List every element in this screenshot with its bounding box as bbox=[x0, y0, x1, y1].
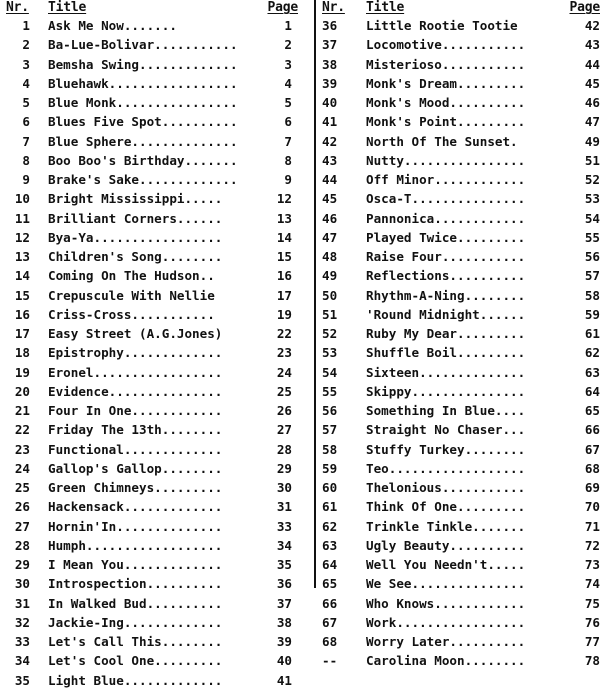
entry-page: 17 bbox=[276, 287, 292, 303]
entry-number: 51 bbox=[322, 306, 338, 322]
entry-title: Ugly Beauty.......... bbox=[366, 537, 526, 553]
entry-title: Straight No Chaser... bbox=[366, 422, 526, 438]
entry-title: Little Rootie Tootie bbox=[366, 18, 518, 33]
list-item bbox=[6, 671, 298, 690]
entry-page: 72 bbox=[584, 537, 600, 553]
entry-page: 14 bbox=[276, 229, 292, 245]
list-item bbox=[322, 574, 600, 593]
entry-title: Four In One............ bbox=[48, 403, 223, 418]
entry-title: Misterioso........... bbox=[366, 56, 526, 72]
entry-title: Skippy............... bbox=[366, 383, 526, 399]
list-item bbox=[322, 74, 600, 93]
entry-title: Well You Needn't..... bbox=[366, 557, 526, 572]
entry-title: Stuffy Turkey........ bbox=[366, 441, 526, 457]
entry-number: 40 bbox=[322, 95, 338, 110]
entry-number: 13 bbox=[14, 249, 30, 264]
entry-number: 52 bbox=[322, 326, 338, 341]
entry-number: 47 bbox=[322, 229, 338, 245]
entry-page: 25 bbox=[276, 383, 292, 399]
left-rows bbox=[6, 16, 298, 690]
entry-page: 61 bbox=[584, 326, 600, 341]
list-item bbox=[322, 305, 600, 324]
list-item bbox=[6, 536, 298, 555]
list-item bbox=[322, 343, 600, 362]
entry-number: 28 bbox=[14, 537, 30, 553]
list-item bbox=[322, 632, 600, 651]
entry-number: 55 bbox=[322, 383, 338, 399]
entry-page: 31 bbox=[276, 499, 292, 515]
entry-number: 25 bbox=[14, 480, 30, 495]
entry-number: 24 bbox=[14, 460, 30, 476]
list-item bbox=[6, 632, 298, 651]
entry-page: 59 bbox=[584, 306, 600, 322]
entry-title: Criss-Cross........... bbox=[48, 306, 215, 322]
list-item bbox=[322, 112, 600, 131]
list-item bbox=[6, 189, 298, 208]
entry-title: Bright Mississippi..... bbox=[48, 191, 223, 207]
list-item bbox=[6, 151, 298, 170]
entry-title: Coming On The Hudson.. bbox=[48, 268, 215, 284]
entry-number: 57 bbox=[322, 422, 338, 438]
entry-number: 61 bbox=[322, 499, 338, 515]
entry-number: 17 bbox=[14, 326, 30, 341]
entry-page: 73 bbox=[584, 557, 600, 572]
entry-title: Work................. bbox=[366, 614, 526, 630]
entry-page: 41 bbox=[276, 672, 292, 688]
entry-number: 39 bbox=[322, 75, 338, 91]
entry-number: 10 bbox=[14, 191, 30, 207]
entry-number: 56 bbox=[322, 403, 338, 418]
entry-number: 19 bbox=[14, 364, 30, 380]
entry-number: 18 bbox=[14, 345, 30, 361]
entry-page: 19 bbox=[276, 306, 292, 322]
entry-number: 31 bbox=[14, 595, 30, 611]
entry-page: 65 bbox=[584, 403, 600, 418]
entry-page: 22 bbox=[276, 326, 292, 341]
list-item bbox=[6, 228, 298, 247]
entry-title: Brake's Sake............. bbox=[48, 172, 238, 187]
entry-page: 53 bbox=[584, 191, 600, 207]
entry-page: 29 bbox=[276, 460, 292, 476]
list-item bbox=[322, 286, 600, 305]
entry-number: 46 bbox=[322, 210, 338, 226]
column-divider bbox=[314, 0, 316, 588]
entry-page: 57 bbox=[584, 268, 600, 284]
entry-page: 27 bbox=[276, 422, 292, 438]
entry-page: 26 bbox=[276, 403, 292, 418]
entry-page: 5 bbox=[284, 95, 292, 110]
list-item bbox=[6, 74, 298, 93]
entry-page: 43 bbox=[584, 37, 600, 53]
header-title: Title bbox=[48, 0, 87, 15]
entry-number: 37 bbox=[322, 37, 338, 53]
entry-number: 33 bbox=[14, 634, 30, 649]
entry-page: 45 bbox=[584, 75, 600, 91]
list-item bbox=[6, 440, 298, 459]
entry-number: 42 bbox=[322, 133, 338, 149]
entry-title: Bemsha Swing............. bbox=[48, 56, 238, 72]
entry-title: We See............... bbox=[366, 576, 526, 592]
list-item bbox=[322, 55, 600, 74]
list-item bbox=[322, 517, 600, 536]
entry-page: 3 bbox=[284, 56, 292, 72]
entry-page: 40 bbox=[276, 653, 292, 669]
entry-title: Pannonica............ bbox=[366, 210, 526, 226]
entry-page: 51 bbox=[584, 152, 600, 168]
list-item bbox=[322, 440, 600, 459]
entry-title: Off Minor............ bbox=[366, 172, 526, 187]
list-item bbox=[322, 363, 600, 382]
entry-number: 12 bbox=[14, 229, 30, 245]
entry-page: 49 bbox=[584, 133, 600, 149]
list-item bbox=[6, 574, 298, 593]
entry-number: 54 bbox=[322, 364, 338, 380]
entry-page: 38 bbox=[276, 614, 292, 630]
left-header-row bbox=[6, 0, 298, 16]
entry-title: Monk's Dream......... bbox=[366, 75, 526, 91]
entry-title: Shuffle Boil......... bbox=[366, 345, 526, 361]
entry-page: 34 bbox=[276, 537, 292, 553]
entry-page: 7 bbox=[284, 133, 292, 149]
entry-number: 20 bbox=[14, 383, 30, 399]
list-item bbox=[6, 517, 298, 536]
entry-title: Eronel................. bbox=[48, 364, 223, 380]
entry-title: Crepuscule With Nellie bbox=[48, 287, 215, 303]
entry-page: 8 bbox=[284, 152, 292, 168]
entry-number: 5 bbox=[22, 95, 30, 110]
entry-title: Hackensack............. bbox=[48, 499, 223, 515]
entry-page: 12 bbox=[276, 191, 292, 207]
list-item bbox=[6, 93, 298, 112]
entry-number: 7 bbox=[22, 133, 30, 149]
list-item bbox=[6, 420, 298, 439]
list-item bbox=[322, 594, 600, 613]
list-item bbox=[6, 651, 298, 670]
entry-page: 62 bbox=[584, 345, 600, 361]
list-item bbox=[6, 35, 298, 54]
entry-page: 69 bbox=[584, 480, 600, 495]
entry-page: 4 bbox=[284, 75, 292, 91]
list-item bbox=[6, 497, 298, 516]
header-nr: Nr. bbox=[6, 0, 29, 15]
entry-title: Thelonious........... bbox=[366, 480, 526, 495]
entry-page: 42 bbox=[584, 18, 600, 33]
entry-page: 9 bbox=[284, 172, 292, 187]
entry-page: 64 bbox=[584, 383, 600, 399]
entry-title: Friday The 13th........ bbox=[48, 422, 223, 438]
entry-number: 45 bbox=[322, 191, 338, 207]
entry-page: 68 bbox=[584, 460, 600, 476]
list-item bbox=[6, 209, 298, 228]
list-item bbox=[322, 459, 600, 478]
entry-page: 78 bbox=[584, 653, 600, 669]
entry-title: Bya-Ya................. bbox=[48, 229, 223, 245]
entry-number: 64 bbox=[322, 557, 338, 572]
entry-page: 55 bbox=[584, 229, 600, 245]
entry-title: Evidence............... bbox=[48, 383, 223, 399]
list-item bbox=[322, 382, 600, 401]
list-item bbox=[6, 401, 298, 420]
entry-title: Ruby My Dear......... bbox=[366, 326, 526, 341]
entry-title: Blues Five Spot.......... bbox=[48, 114, 238, 130]
entry-number: 1 bbox=[22, 18, 30, 33]
list-item bbox=[322, 151, 600, 170]
list-item bbox=[322, 420, 600, 439]
entry-title: Locomotive........... bbox=[366, 37, 526, 53]
entry-number: 16 bbox=[14, 306, 30, 322]
entry-page: 47 bbox=[584, 114, 600, 130]
entry-title: Raise Four........... bbox=[366, 249, 526, 264]
entry-number: 32 bbox=[14, 614, 30, 630]
list-item bbox=[6, 555, 298, 574]
entry-number: 43 bbox=[322, 152, 338, 168]
entry-title: Sixteen.............. bbox=[366, 364, 526, 380]
entry-title: Blue Sphere.............. bbox=[48, 133, 238, 149]
list-item bbox=[6, 459, 298, 478]
list-item bbox=[322, 324, 600, 343]
entry-number: 8 bbox=[22, 152, 30, 168]
entry-number: 66 bbox=[322, 595, 338, 611]
entry-number: 23 bbox=[14, 441, 30, 457]
list-item bbox=[6, 286, 298, 305]
list-item bbox=[322, 478, 600, 497]
list-item bbox=[322, 93, 600, 112]
entry-title: Green Chimneys......... bbox=[48, 480, 223, 495]
entry-title: Boo Boo's Birthday....... bbox=[48, 152, 238, 168]
entry-number: 22 bbox=[14, 422, 30, 438]
header-nr: Nr. bbox=[322, 0, 345, 15]
header-page: Page bbox=[569, 0, 600, 15]
entry-number: 62 bbox=[322, 518, 338, 534]
entry-page: 71 bbox=[584, 518, 600, 534]
list-item bbox=[322, 132, 600, 151]
entry-title: Think Of One......... bbox=[366, 499, 526, 515]
entry-page: 2 bbox=[284, 37, 292, 53]
list-item bbox=[322, 16, 600, 35]
entry-page: 1 bbox=[284, 18, 292, 33]
entry-number: 14 bbox=[14, 268, 30, 284]
entry-title: North Of The Sunset. bbox=[366, 133, 518, 149]
entry-title: Easy Street (A.G.Jones) bbox=[48, 326, 223, 341]
entry-page: 75 bbox=[584, 595, 600, 611]
entry-number: 15 bbox=[14, 287, 30, 303]
entry-title: Trinkle Tinkle....... bbox=[366, 518, 526, 534]
list-item bbox=[322, 613, 600, 632]
list-item bbox=[6, 55, 298, 74]
list-item bbox=[322, 247, 600, 266]
entry-page: 28 bbox=[276, 441, 292, 457]
list-item bbox=[6, 343, 298, 362]
list-item bbox=[322, 536, 600, 555]
entry-number: 11 bbox=[14, 210, 30, 226]
entry-page: 37 bbox=[276, 595, 292, 611]
list-item bbox=[6, 382, 298, 401]
entry-page: 66 bbox=[584, 422, 600, 438]
entry-number: -- bbox=[322, 653, 338, 669]
entry-title: Functional............. bbox=[48, 441, 223, 457]
entry-number: 38 bbox=[322, 56, 338, 72]
list-item bbox=[322, 651, 600, 670]
right-rows bbox=[322, 16, 600, 671]
entry-number: 6 bbox=[22, 114, 30, 130]
list-item bbox=[6, 363, 298, 382]
entry-number: 35 bbox=[14, 672, 30, 688]
entry-number: 68 bbox=[322, 634, 338, 649]
entry-title: Introspection.......... bbox=[48, 576, 223, 592]
list-item bbox=[322, 35, 600, 54]
entry-page: 77 bbox=[584, 634, 600, 649]
left-column bbox=[6, 0, 298, 688]
entry-number: 67 bbox=[322, 614, 338, 630]
entry-number: 4 bbox=[22, 75, 30, 91]
entry-title: Hornin'In.............. bbox=[48, 518, 223, 534]
entry-number: 36 bbox=[322, 18, 338, 33]
entry-page: 23 bbox=[276, 345, 292, 361]
header-page: Page bbox=[267, 0, 298, 15]
list-item bbox=[6, 112, 298, 131]
entry-title: Osca-T............... bbox=[366, 191, 526, 207]
entry-number: 58 bbox=[322, 441, 338, 457]
entry-title: Monk's Point......... bbox=[366, 114, 526, 130]
entry-number: 2 bbox=[22, 37, 30, 53]
entry-title: Blue Monk................ bbox=[48, 95, 238, 110]
entry-page: 39 bbox=[276, 634, 292, 649]
entry-title: Monk's Mood.......... bbox=[366, 95, 526, 110]
entry-title: Bluehawk................. bbox=[48, 75, 238, 91]
entry-page: 67 bbox=[584, 441, 600, 457]
entry-page: 24 bbox=[276, 364, 292, 380]
list-item bbox=[6, 324, 298, 343]
list-item bbox=[322, 189, 600, 208]
entry-page: 6 bbox=[284, 114, 292, 130]
entry-page: 16 bbox=[276, 268, 292, 284]
entry-number: 30 bbox=[14, 576, 30, 592]
entry-title: Let's Call This........ bbox=[48, 634, 223, 649]
header-title: Title bbox=[366, 0, 405, 15]
list-item bbox=[322, 170, 600, 189]
entry-number: 3 bbox=[22, 56, 30, 72]
entry-number: 53 bbox=[322, 345, 338, 361]
list-item bbox=[6, 132, 298, 151]
list-item bbox=[6, 478, 298, 497]
entry-number: 49 bbox=[322, 268, 338, 284]
entry-number: 60 bbox=[322, 480, 338, 495]
entry-number: 63 bbox=[322, 537, 338, 553]
entry-number: 59 bbox=[322, 460, 338, 476]
entry-title: Children's Song........ bbox=[48, 249, 223, 264]
entry-page: 15 bbox=[276, 249, 292, 264]
list-item bbox=[322, 266, 600, 285]
entry-page: 35 bbox=[276, 557, 292, 572]
entry-title: 'Round Midnight...... bbox=[366, 306, 526, 322]
entry-title: Ask Me Now....... bbox=[48, 18, 177, 33]
list-item bbox=[6, 247, 298, 266]
entry-title: Reflections.......... bbox=[366, 268, 526, 284]
list-item bbox=[322, 228, 600, 247]
entry-number: 26 bbox=[14, 499, 30, 515]
entry-title: Who Knows............ bbox=[366, 595, 526, 611]
entry-title: Rhythm-A-Ning........ bbox=[366, 287, 526, 303]
entry-page: 33 bbox=[276, 518, 292, 534]
list-item bbox=[6, 594, 298, 613]
entry-number: 50 bbox=[322, 287, 338, 303]
entry-title: Ba-Lue-Bolivar........... bbox=[48, 37, 238, 53]
entry-number: 41 bbox=[322, 114, 338, 130]
entry-page: 70 bbox=[584, 499, 600, 515]
entry-title: Let's Cool One......... bbox=[48, 653, 223, 669]
entry-title: In Walked Bud.......... bbox=[48, 595, 223, 611]
entry-number: 9 bbox=[22, 172, 30, 187]
entry-number: 65 bbox=[322, 576, 338, 592]
entry-number: 34 bbox=[14, 653, 30, 669]
entry-title: Gallop's Gallop........ bbox=[48, 460, 223, 476]
list-item bbox=[322, 555, 600, 574]
entry-page: 56 bbox=[584, 249, 600, 264]
entry-page: 76 bbox=[584, 614, 600, 630]
list-item bbox=[6, 266, 298, 285]
list-item bbox=[6, 613, 298, 632]
entry-number: 21 bbox=[14, 403, 30, 418]
entry-number: 48 bbox=[322, 249, 338, 264]
entry-title: Played Twice......... bbox=[366, 229, 526, 245]
entry-page: 58 bbox=[584, 287, 600, 303]
entry-title: Brilliant Corners...... bbox=[48, 210, 223, 226]
entry-page: 54 bbox=[584, 210, 600, 226]
entry-page: 74 bbox=[584, 576, 600, 592]
entry-page: 13 bbox=[276, 210, 292, 226]
list-item bbox=[322, 401, 600, 420]
list-item bbox=[6, 170, 298, 189]
entry-title: I Mean You............. bbox=[48, 557, 223, 572]
list-item bbox=[322, 209, 600, 228]
entry-title: Epistrophy............. bbox=[48, 345, 223, 361]
entry-page: 30 bbox=[276, 480, 292, 495]
list-item bbox=[6, 305, 298, 324]
entry-title: Light Blue............. bbox=[48, 672, 223, 688]
right-column bbox=[322, 0, 600, 669]
entry-title: Teo.................. bbox=[366, 460, 526, 476]
entry-page: 44 bbox=[584, 56, 600, 72]
entry-title: Jackie-Ing............. bbox=[48, 614, 223, 630]
entry-page: 63 bbox=[584, 364, 600, 380]
entry-title: Something In Blue.... bbox=[366, 403, 526, 418]
list-item bbox=[322, 497, 600, 516]
entry-page: 46 bbox=[584, 95, 600, 110]
entry-title: Worry Later.......... bbox=[366, 634, 526, 649]
list-item bbox=[6, 16, 298, 35]
entry-title: Carolina Moon........ bbox=[366, 653, 526, 669]
entry-page: 52 bbox=[584, 172, 600, 187]
right-header-row bbox=[322, 0, 600, 16]
entry-number: 27 bbox=[14, 518, 30, 534]
entry-number: 44 bbox=[322, 172, 338, 187]
entry-title: Nutty................ bbox=[366, 152, 526, 168]
entry-number: 29 bbox=[14, 557, 30, 572]
entry-page: 36 bbox=[276, 576, 292, 592]
entry-title: Humph.................. bbox=[48, 537, 223, 553]
